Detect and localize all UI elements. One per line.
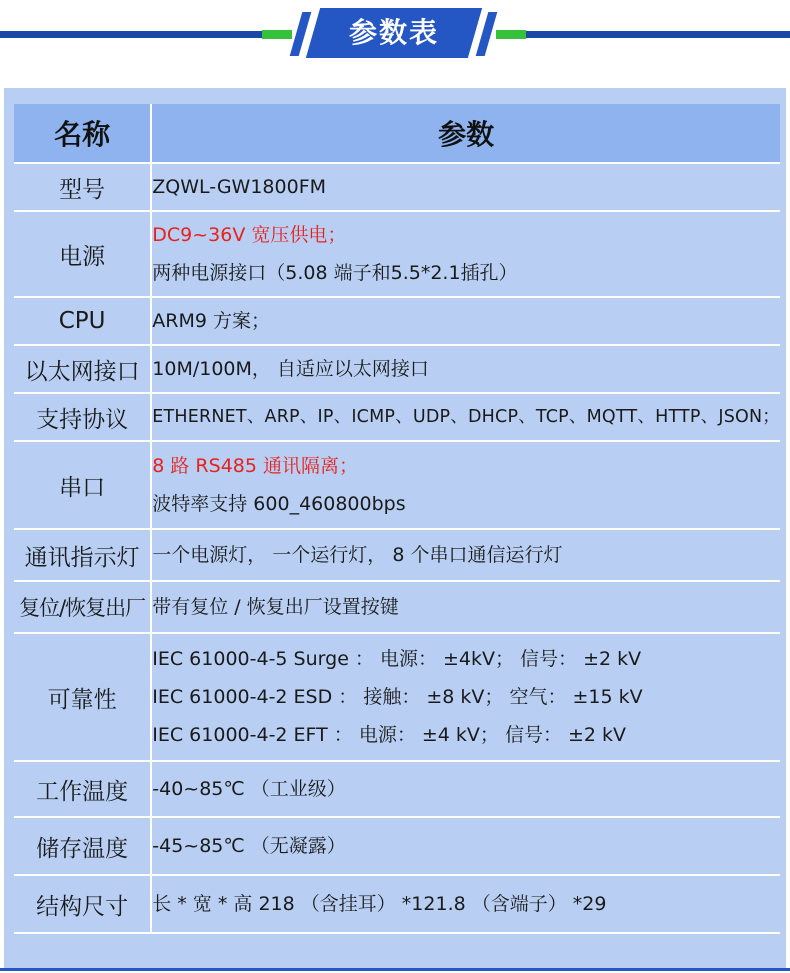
row-name: 可靠性: [14, 634, 152, 762]
row-name: 通讯指示灯: [14, 530, 152, 582]
column-header-name: 名称: [14, 104, 152, 164]
row-name: 以太网接口: [14, 346, 152, 394]
table-row-reliability: [14, 634, 780, 762]
spec-table: [14, 104, 780, 934]
row-value: [152, 762, 780, 818]
value-line: IEC 61000-4-5 Surge ： 电源： ±4kV； 信号： ±2 kV: [152, 648, 642, 670]
table-row-cpu: [14, 298, 780, 346]
value-line: -45~85℃ （无凝露）: [152, 835, 346, 857]
value-line: ETHERNET、ARP、IP、ICMP、UDP、DHCP、TCP、MQTT、HTTP、JSON；: [152, 407, 780, 427]
row-value: [152, 346, 780, 394]
table-row-ethernet: [14, 346, 780, 394]
value-line: IEC 61000-4-2 EFT ： 电源： ±4 kV； 信号： ±2 kV: [152, 724, 627, 746]
row-name: 储存温度: [14, 818, 152, 876]
row-name: 复位/恢复出厂: [14, 582, 152, 634]
row-name: 工作温度: [14, 762, 152, 818]
table-row-serial: [14, 442, 780, 530]
table-row-power: [14, 212, 780, 298]
spec-panel: [4, 88, 786, 968]
bottom-divider: [0, 968, 790, 971]
value-line: 10M/100M， 自适应以太网接口: [152, 358, 429, 380]
value-line: 长 * 宽 * 高 218 （含挂耳） *121.8 （含端子） *29: [152, 893, 607, 915]
row-value: [152, 164, 780, 212]
row-name: 串口: [14, 442, 152, 530]
value-line: ARM9 方案；: [152, 310, 270, 332]
table-row-dimensions: [14, 876, 780, 934]
row-name: CPU: [14, 298, 152, 346]
banner-line-left: [0, 31, 272, 38]
banner-line-right: [518, 31, 790, 38]
table-row-protocol: [14, 394, 780, 442]
row-value: [152, 634, 780, 762]
value-line: 一个电源灯， 一个运行灯， 8 个串口通信运行灯: [152, 544, 563, 566]
page-title: 参数表: [348, 16, 439, 49]
value-line-highlight: 8 路 RS485 通讯隔离；: [152, 455, 359, 477]
table-header-row: [14, 104, 780, 164]
row-name: 结构尺寸: [14, 876, 152, 934]
row-value: [152, 876, 780, 934]
table-row-storage-temp: [14, 818, 780, 876]
value-line: 波特率支持 600_460800bps: [152, 493, 406, 515]
banner-accent-left: [262, 30, 292, 39]
title-banner: [0, 0, 790, 78]
table-row-model: [14, 164, 780, 212]
value-line: 两种电源接口（5.08 端子和5.5*2.1插孔）: [152, 262, 518, 284]
row-value: [152, 818, 780, 876]
row-name: 电源: [14, 212, 152, 298]
column-header-param: 参数: [152, 104, 780, 164]
table-row-work-temp: [14, 762, 780, 818]
row-value: [152, 212, 780, 298]
value-line: 带有复位 / 恢复出厂设置按键: [152, 596, 399, 618]
banner-accent-right: [496, 30, 526, 39]
row-value: [152, 530, 780, 582]
row-value: [152, 442, 780, 530]
value-line: -40~85℃ （工业级）: [152, 778, 346, 800]
value-line: ZQWL-GW1800FM: [152, 176, 327, 198]
row-value: [152, 582, 780, 634]
value-line: IEC 61000-4-2 ESD ： 接触： ±8 kV； 空气： ±15 kV: [152, 686, 643, 708]
row-name: 型号: [14, 164, 152, 212]
value-line-highlight: DC9~36V 宽压供电；: [152, 224, 347, 246]
table-row-reset: [14, 582, 780, 634]
row-value: [152, 298, 780, 346]
row-name: 支持协议: [14, 394, 152, 442]
table-row-indicator: [14, 530, 780, 582]
row-value: [152, 394, 780, 442]
